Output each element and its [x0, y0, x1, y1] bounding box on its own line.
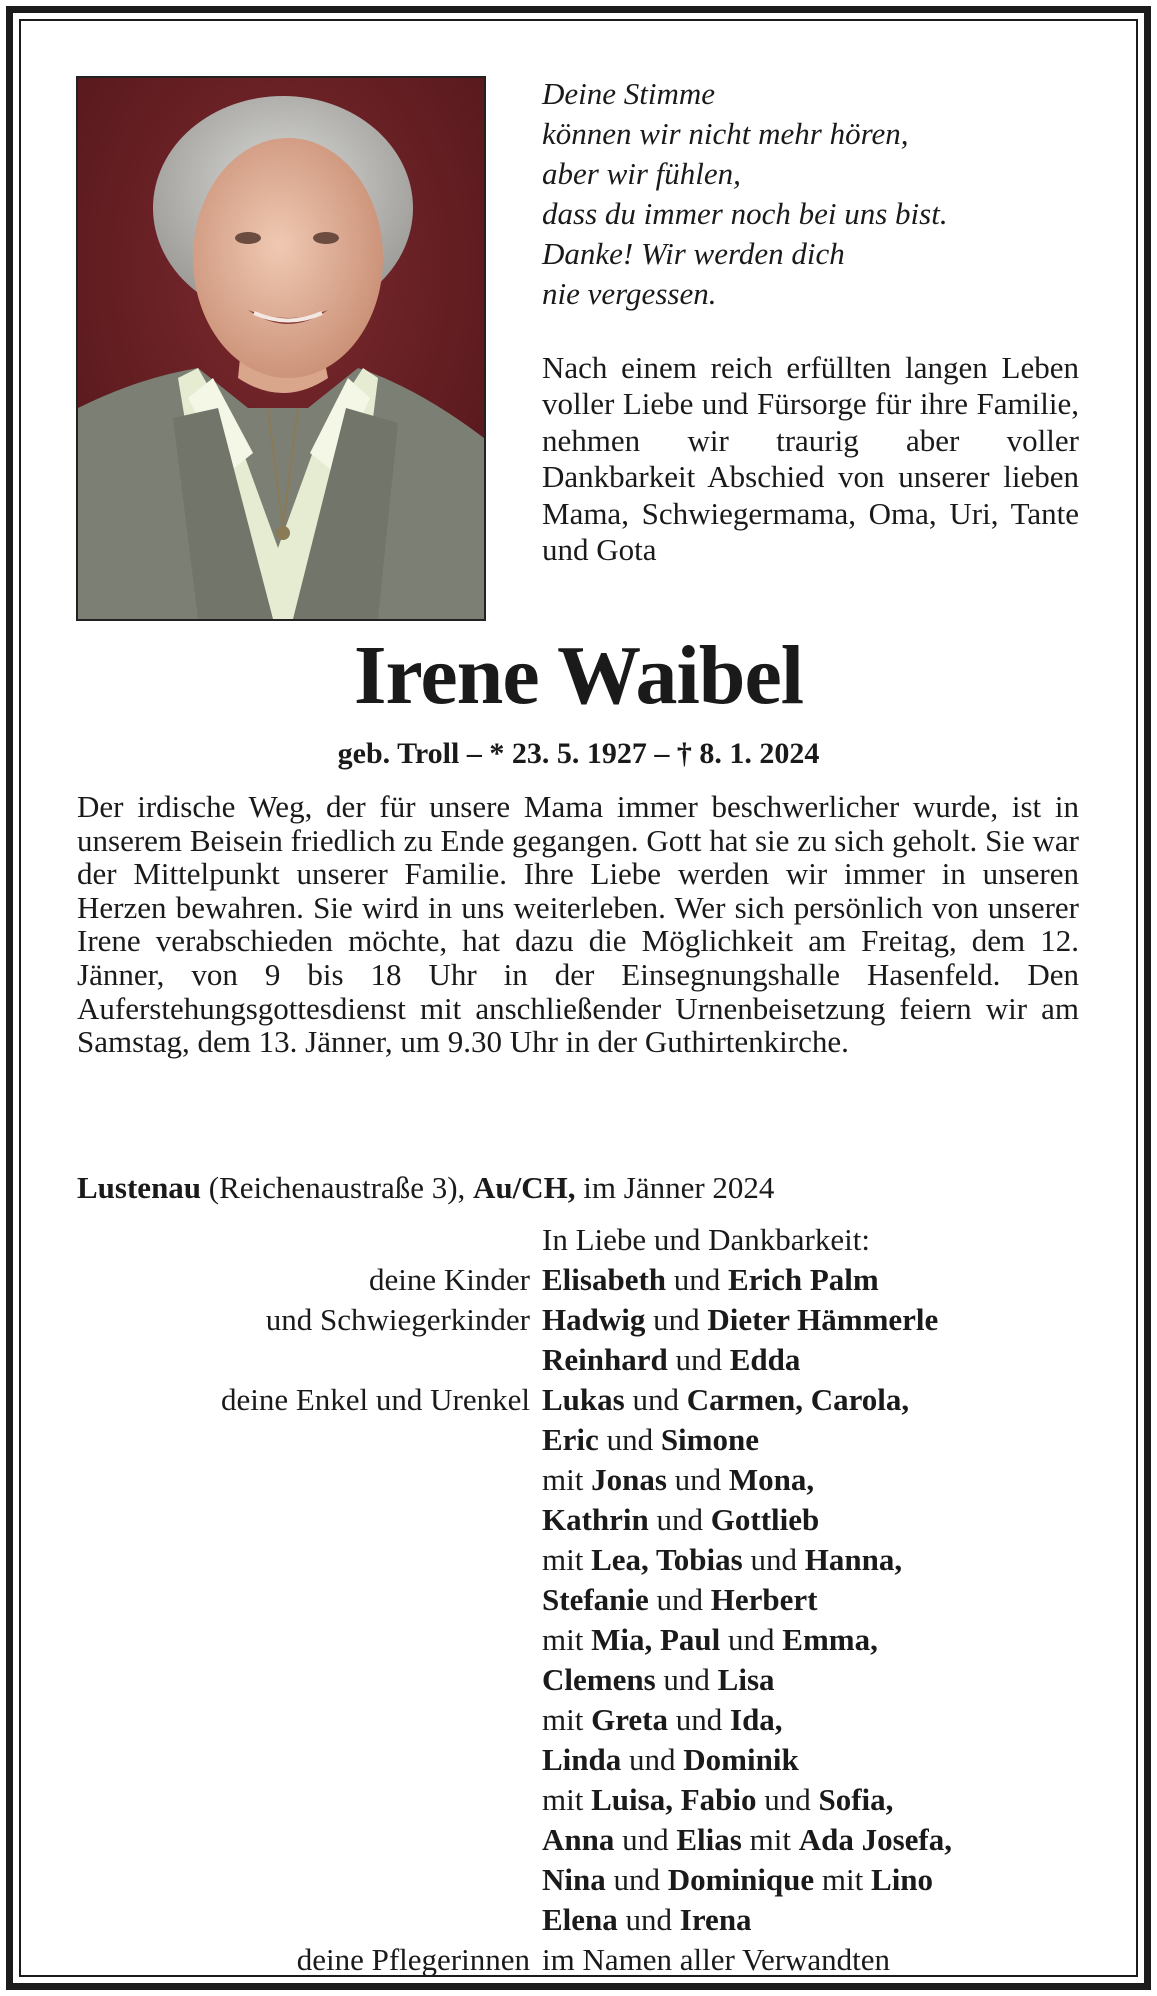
- connector-text: im Namen aller Verwandten: [542, 1942, 891, 1977]
- family-names-line: [542, 1260, 879, 1300]
- family-names-line: [542, 1460, 814, 1500]
- family-names-line: [542, 1620, 878, 1660]
- family-name: Kathrin: [542, 1502, 649, 1537]
- family-names-line: [542, 1940, 890, 1980]
- family-heading: In Liebe und Dankbarkeit:: [542, 1222, 870, 1257]
- family-names-line: [542, 1540, 902, 1580]
- connector-text: und: [756, 1782, 819, 1817]
- family-names-line: [542, 1500, 819, 1540]
- family-names-line: [542, 1700, 783, 1740]
- connector-text: mit: [542, 1542, 592, 1577]
- family-name: Luisa, Fabio: [591, 1782, 757, 1817]
- address: (Reichenaustraße 3),: [201, 1170, 474, 1205]
- date: im Jänner 2024: [575, 1170, 775, 1205]
- family-name: Dieter Hämmerle: [707, 1302, 939, 1337]
- family-name: Lisa: [717, 1662, 775, 1697]
- family-name: Ada Josefa,: [798, 1822, 952, 1857]
- connector-text: mit: [542, 1702, 592, 1737]
- connector-text: und: [624, 1382, 687, 1417]
- family-name: Erich Palm: [728, 1262, 879, 1297]
- connector-text: und: [666, 1262, 729, 1297]
- poem-line: Danke! Wir werden dich: [542, 236, 845, 271]
- connector-text: und: [720, 1622, 783, 1657]
- intro-paragraph: Nach einem reich erfüllten langen Leben voller Liebe und Fürsorge für ihre Familie, nehmen wir traurig aber voller Dankbarkeit Abschied von unserer lieben Mama, Schwiegermama, Oma, Uri, Tante und Gota: [542, 350, 1079, 568]
- connector-text: mit: [542, 1782, 592, 1817]
- family-names-line: [542, 1380, 909, 1420]
- town: Lustenau: [77, 1170, 202, 1205]
- family-names-line: [542, 1420, 759, 1460]
- connector-text: und: [742, 1542, 805, 1577]
- connector-text: und: [667, 1342, 730, 1377]
- family-names-line: [542, 1580, 817, 1620]
- family-name: Anna: [542, 1822, 615, 1857]
- family-name: Dominik: [683, 1742, 799, 1777]
- family-name: Dominique: [667, 1862, 815, 1897]
- poem-line: Deine Stimme: [542, 76, 716, 111]
- family-name: Elena: [542, 1902, 618, 1937]
- family-names-line: [542, 1900, 752, 1940]
- connector-text: mit: [741, 1822, 799, 1857]
- family-name: Jonas: [591, 1462, 667, 1497]
- family-names-line: [542, 1660, 775, 1700]
- town-secondary: Au/CH,: [473, 1170, 576, 1205]
- family-name: Edda: [729, 1342, 801, 1377]
- family-name: Sofia,: [818, 1782, 894, 1817]
- family-name: Simone: [660, 1422, 759, 1457]
- family-names-line: [542, 1820, 952, 1860]
- poem: [542, 74, 1102, 314]
- family-name: Elias: [676, 1822, 742, 1857]
- family-label: deine Kinder: [369, 1262, 530, 1297]
- family-name: Stefanie: [542, 1582, 649, 1617]
- family-name: Emma,: [782, 1622, 878, 1657]
- family-name: Clemens: [542, 1662, 656, 1697]
- connector-text: und: [645, 1302, 708, 1337]
- poem-line: nie vergessen.: [542, 276, 717, 311]
- portrait-photo: [76, 76, 486, 621]
- poem-line: können wir nicht mehr hören,: [542, 116, 909, 151]
- connector-text: und: [605, 1862, 668, 1897]
- connector-text: mit: [814, 1862, 872, 1897]
- connector-text: und: [617, 1902, 680, 1937]
- obituary-text: Der irdische Weg, der für unsere Mama immer beschwerlicher wurde, ist in unserem Beisein friedlich zu Ende gegangen. Gott hat sie zu sich geholt. Sie war der Mittelpunkt unserer Familie. Ihre Liebe werden wir immer in unseren Herzen bewahren. Sie wird in uns weiterleben. Wer sich persönlich von unserer Irene verabschieden möchte, hat dazu die Möglichkeit am Freitag, dem 12. Jänner, von 9 bis 18 Uhr in der Einsegnungshalle Hasenfeld. Den Auferstehungsgottesdienst mit anschließender Urnenbeisetzung feiern wir am Samstag, dem 13. Jänner, um 9.30 Uhr in der Guthirtenkirche.: [77, 789, 1079, 1060]
- family-names-line: [542, 1300, 938, 1340]
- family-name: Greta: [591, 1702, 668, 1737]
- family-name: Elisabeth: [542, 1262, 667, 1297]
- connector-text: und: [655, 1662, 718, 1697]
- family-name: Irena: [679, 1902, 752, 1937]
- family-name: Mia, Paul: [591, 1622, 721, 1657]
- family-name: Nina: [542, 1862, 606, 1897]
- connector-text: und: [598, 1422, 661, 1457]
- connector-text: und: [614, 1822, 677, 1857]
- connector-text: und: [621, 1742, 684, 1777]
- family-name: Gottlieb: [710, 1502, 820, 1537]
- family-name: Reinhard: [542, 1342, 668, 1377]
- birth-death-line: geb. Troll – * 23. 5. 1927 – † 8. 1. 2024: [337, 737, 820, 770]
- connector-text: mit: [542, 1622, 592, 1657]
- family-name: Mona,: [728, 1462, 815, 1497]
- family-name: Linda: [542, 1742, 622, 1777]
- family-name: Lino: [871, 1862, 934, 1897]
- family-label: deine Enkel und Urenkel: [220, 1382, 530, 1417]
- family-name: Eric: [542, 1422, 599, 1457]
- family-name: Lukas: [542, 1382, 625, 1417]
- family-name: Hadwig: [542, 1302, 646, 1337]
- family-names-line: [542, 1740, 799, 1780]
- family-label: und Schwiegerkinder: [265, 1302, 530, 1337]
- family-names-line: [542, 1340, 800, 1380]
- family-names-line: [542, 1780, 893, 1820]
- connector-text: und: [668, 1702, 730, 1737]
- family-name: Carmen, Carola,: [686, 1382, 910, 1417]
- family-label: deine Pflegerinnen: [296, 1942, 530, 1977]
- connector-text: und: [648, 1582, 711, 1617]
- family-name: Ida,: [730, 1702, 783, 1737]
- poem-line: aber wir fühlen,: [542, 156, 741, 191]
- family-name: Lea, Tobias: [591, 1542, 743, 1577]
- connector-text: und: [648, 1502, 711, 1537]
- connector-text: mit: [542, 1462, 592, 1497]
- family-names-line: [542, 1860, 933, 1900]
- deceased-name: Irene Waibel: [353, 629, 804, 722]
- place-date-line: [77, 1168, 774, 1208]
- poem-line: dass du immer noch bei uns bist.: [542, 196, 948, 231]
- family-name: Herbert: [710, 1582, 818, 1617]
- portrait-image: [78, 78, 484, 619]
- connector-text: und: [666, 1462, 729, 1497]
- family-name: Hanna,: [804, 1542, 903, 1577]
